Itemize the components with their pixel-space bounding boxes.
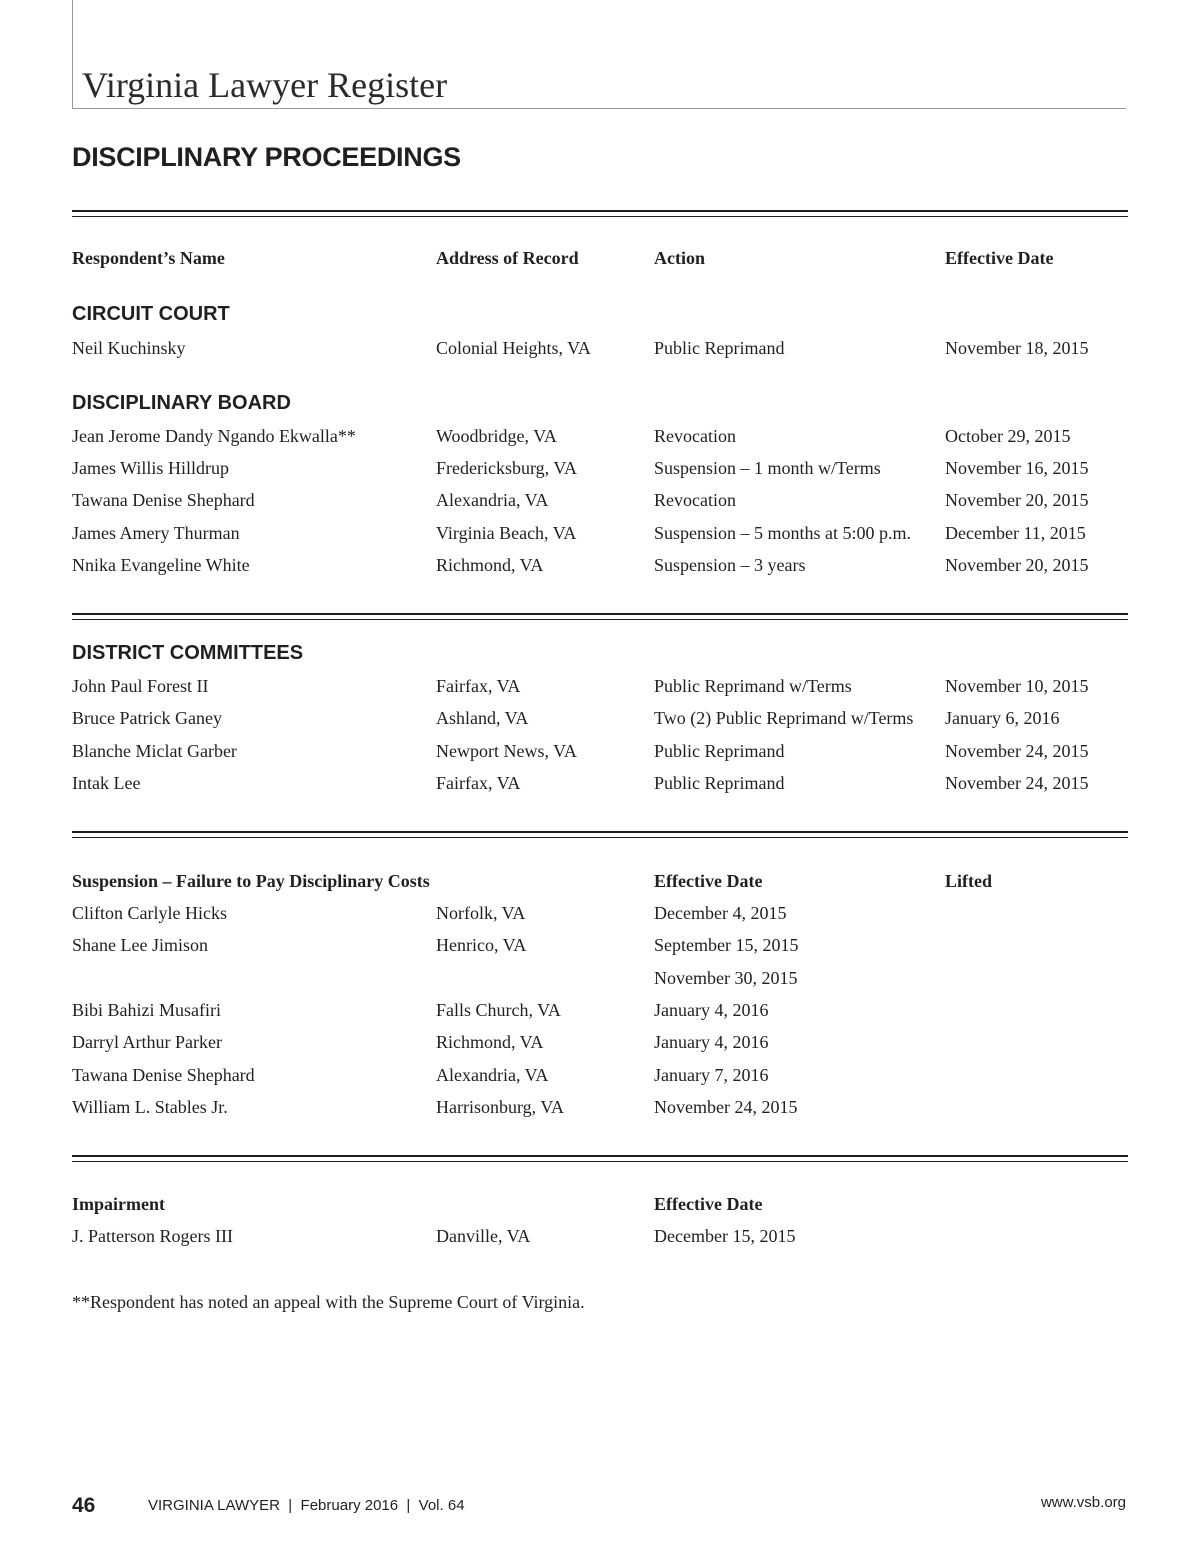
column-header-action: Action: [654, 248, 705, 268]
column-header-address: Address of Record: [436, 248, 579, 268]
section-divider: [72, 210, 1128, 217]
section-divider: [72, 831, 1128, 838]
effective-date: January 7, 2016: [654, 1065, 769, 1085]
address-of-record: Fredericksburg, VA: [436, 458, 577, 478]
action: Public Reprimand w/Terms: [654, 676, 852, 696]
effective-date: January 4, 2016: [654, 1032, 769, 1052]
address-of-record: Richmond, VA: [436, 555, 544, 575]
group-title-circuit-court: CIRCUIT COURT: [72, 303, 230, 325]
column-header-lifted: Lifted: [945, 871, 992, 891]
effective-date: November 24, 2015: [945, 773, 1089, 793]
respondent-name: Blanche Miclat Garber: [72, 741, 237, 761]
address-of-record: Richmond, VA: [436, 1032, 544, 1052]
effective-date: November 30, 2015: [654, 968, 798, 988]
column-header-row: [72, 243, 1132, 273]
action: Public Reprimand: [654, 773, 785, 793]
respondent-name: James Amery Thurman: [72, 523, 240, 543]
table-row: [72, 995, 1132, 1025]
address-of-record: Falls Church, VA: [436, 1000, 561, 1020]
action: Suspension – 1 month w/Terms: [654, 458, 881, 478]
effective-date: November 24, 2015: [654, 1097, 798, 1117]
address-of-record: Colonial Heights, VA: [436, 338, 591, 358]
effective-date: November 20, 2015: [945, 490, 1089, 510]
respondent-name: J. Patterson Rogers III: [72, 1226, 233, 1246]
address-of-record: Ashland, VA: [436, 708, 529, 728]
group-title-disciplinary-board: DISCIPLINARY BOARD: [72, 392, 291, 414]
action: Public Reprimand: [654, 741, 785, 761]
effective-date: September 15, 2015: [654, 935, 799, 955]
column-header-name: Respondent’s Name: [72, 248, 225, 268]
address-of-record: Henrico, VA: [436, 935, 527, 955]
column-header-date: Effective Date: [654, 871, 763, 891]
respondent-name: John Paul Forest II: [72, 676, 209, 696]
respondent-name: Nnika Evangeline White: [72, 555, 250, 575]
address-of-record: Harrisonburg, VA: [436, 1097, 565, 1117]
action: Revocation: [654, 426, 736, 446]
respondent-name: Darryl Arthur Parker: [72, 1032, 222, 1052]
effective-date: November 16, 2015: [945, 458, 1089, 478]
respondent-name: Tawana Denise Shephard: [72, 1065, 255, 1085]
effective-date: November 24, 2015: [945, 741, 1089, 761]
table-row: [72, 736, 1132, 766]
address-of-record: Fairfax, VA: [436, 773, 521, 793]
table-row: [72, 1060, 1132, 1090]
impairment-title: Impairment: [72, 1194, 165, 1214]
address-of-record: Alexandria, VA: [436, 1065, 549, 1085]
address-of-record: Alexandria, VA: [436, 490, 549, 510]
address-of-record: Danville, VA: [436, 1226, 531, 1246]
respondent-name: Shane Lee Jimison: [72, 935, 208, 955]
table-row: [72, 518, 1132, 548]
table-row: [72, 768, 1132, 798]
address-of-record: Fairfax, VA: [436, 676, 521, 696]
effective-date: November 18, 2015: [945, 338, 1089, 358]
respondent-name: James Willis Hilldrup: [72, 458, 229, 478]
respondent-name: Bibi Bahizi Musafiri: [72, 1000, 221, 1020]
address-of-record: Virginia Beach, VA: [436, 523, 577, 543]
table-row: [72, 671, 1132, 701]
failure-to-pay-header-row: [72, 866, 1132, 896]
failure-to-pay-title: Suspension – Failure to Pay Disciplinary Costs: [72, 871, 430, 891]
action: Two (2) Public Reprimand w/Terms: [654, 708, 914, 728]
action: Public Reprimand: [654, 338, 785, 358]
website-url: www.vsb.org: [1040, 1494, 1126, 1511]
table-row: [72, 1092, 1132, 1122]
table-row: [72, 453, 1132, 483]
group-title-district-committees: DISTRICT COMMITTEES: [72, 642, 304, 664]
effective-date: December 11, 2015: [945, 523, 1086, 543]
table-row: [72, 1221, 1132, 1251]
table-row: [72, 703, 1132, 733]
respondent-name: Jean Jerome Dandy Ngando Ekwalla**: [72, 426, 356, 446]
effective-date: January 6, 2016: [945, 708, 1060, 728]
table-row: [72, 963, 1132, 993]
column-header-date: Effective Date: [945, 248, 1054, 268]
effective-date: December 15, 2015: [654, 1226, 796, 1246]
action: Suspension – 5 months at 5:00 p.m.: [654, 523, 912, 543]
action: Revocation: [654, 490, 736, 510]
respondent-name: Tawana Denise Shephard: [72, 490, 255, 510]
page-number: 46: [72, 1494, 96, 1517]
address-of-record: Norfolk, VA: [436, 903, 526, 923]
effective-date: November 20, 2015: [945, 555, 1089, 575]
address-of-record: Newport News, VA: [436, 741, 577, 761]
section-divider: [72, 1155, 1128, 1162]
effective-date: October 29, 2015: [945, 426, 1071, 446]
section-title: DISCIPLINARY PROCEEDINGS: [72, 142, 461, 172]
table-row: [72, 1027, 1132, 1057]
header-rule: [72, 108, 1126, 109]
respondent-name: William L. Stables Jr.: [72, 1097, 228, 1117]
respondent-name: Clifton Carlyle Hicks: [72, 903, 227, 923]
impairment-header-row: [72, 1189, 1132, 1219]
respondent-name: Intak Lee: [72, 773, 141, 793]
effective-date: December 4, 2015: [654, 903, 787, 923]
publication-info: VIRGINIA LAWYER | February 2016 | Vol. 64: [148, 1497, 465, 1514]
respondent-name: Bruce Patrick Ganey: [72, 708, 222, 728]
effective-date: November 10, 2015: [945, 676, 1089, 696]
respondent-name: Neil Kuchinsky: [72, 338, 186, 358]
register-title: Virginia Lawyer Register: [82, 65, 448, 105]
table-row: [72, 421, 1132, 451]
footnote: **Respondent has noted an appeal with the Supreme Court of Virginia.: [72, 1292, 585, 1312]
table-row: [72, 485, 1132, 515]
section-divider: [72, 613, 1128, 620]
table-row: [72, 550, 1132, 580]
effective-date: January 4, 2016: [654, 1000, 769, 1020]
table-row: [72, 930, 1132, 960]
address-of-record: Woodbridge, VA: [436, 426, 557, 446]
margin-rule: [72, 0, 73, 108]
table-row: [72, 333, 1132, 363]
table-row: [72, 898, 1132, 928]
action: Suspension – 3 years: [654, 555, 806, 575]
column-header-date: Effective Date: [654, 1194, 763, 1214]
